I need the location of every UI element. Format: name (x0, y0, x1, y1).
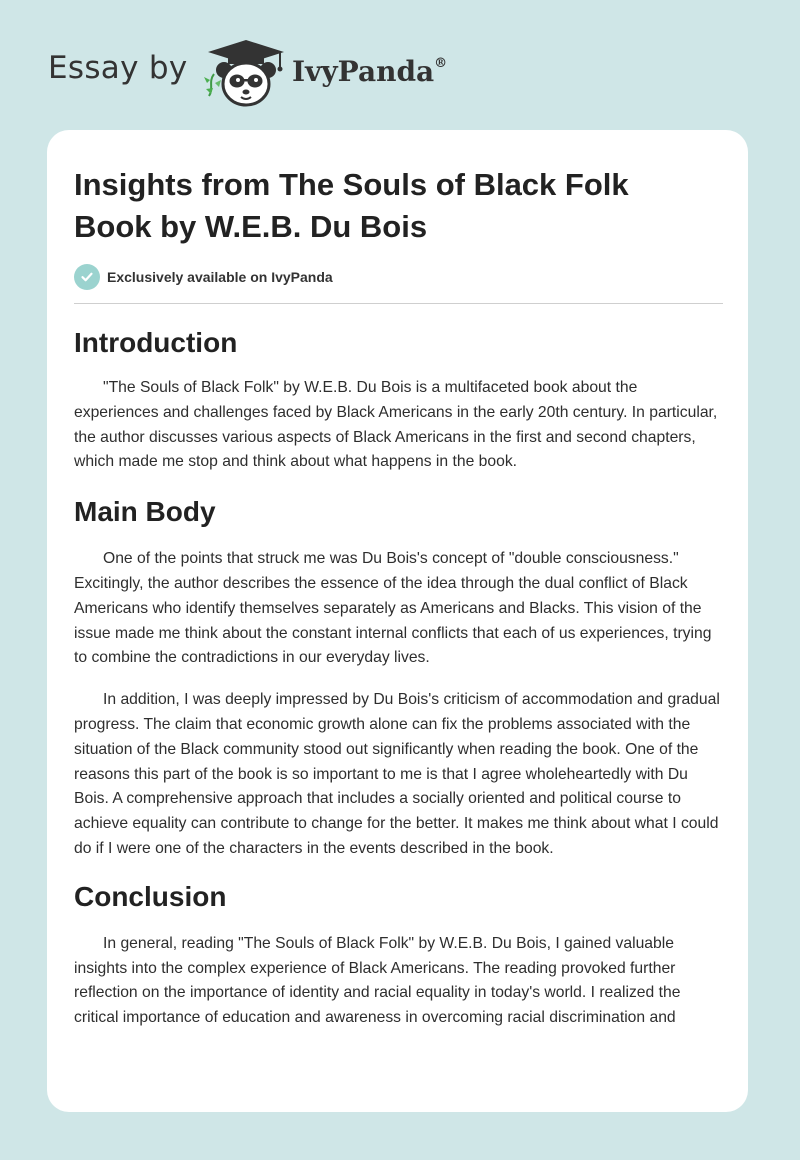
paragraph-conclusion: In general, reading "The Souls of Black Folk" by W.E.B. Du Bois, I gained valuable insights into the complex experience of Black Americans. The reading provoked further reflection on the importance of identity and racial equality in today's world. I realized the critical importance of education and awareness in overcoming racial discrimination and (74, 934, 681, 1027)
site-header (0, 0, 800, 130)
brand-name-text: IvyPanda (292, 55, 435, 88)
panda-graduate-icon[interactable] (200, 36, 292, 108)
registered-mark: ® (434, 55, 448, 71)
brand-prefix: Essay by (48, 50, 188, 86)
paragraph-main-body-1: One of the points that struck me was Du Bois's concept of "double consciousness." Excitingly, the author describes the essence of the idea through the dual conflict of Black Americans who identify themselves separately as Americans and Blacks. This vision of the issue made me think about the constant internal conflicts that each of us experiences, trying to combine the contradictions in our everyday lives. (74, 550, 712, 667)
page-title: Insights from The Souls of Black Folk Book by W.E.B. Du Bois (74, 167, 629, 244)
badge-label: Exclusively available on IvyPanda (107, 269, 333, 285)
section-heading-conclusion: Conclusion (74, 880, 227, 912)
check-circle-icon (74, 264, 100, 290)
section-heading-introduction: Introduction (74, 327, 238, 358)
brand-name[interactable] (292, 55, 447, 88)
essay-body (74, 320, 724, 1031)
essay-card (47, 130, 748, 1112)
section-heading-main-body: Main Body (74, 496, 216, 528)
paragraph-main-body-2: In addition, I was deeply impressed by Du Bois's criticism of accommodation and gradual progress. The claim that economic growth alone can fix the problems associated with the situation of the Black community stood out significantly when reading the book. One of the reasons this part of the book is so important to me is that I agree wholeheartedly with Du Bois. A comprehensive approach that includes a socially oriented and political course to achieve equality can contribute to change for the better. It makes me think about what I could do if I were one of the characters in the events described in the book. (74, 691, 720, 857)
divider (74, 303, 723, 304)
exclusive-badge (74, 263, 333, 291)
paragraph-introduction: "The Souls of Black Folk" by W.E.B. Du Bois is a multifaceted book about the experiences and challenges faced by Black Americans in the early 20th century. In particular, the author discusses various aspects of Black Americans in the first and second chapters, which made me stop and think about what happens in the book. (74, 379, 718, 471)
